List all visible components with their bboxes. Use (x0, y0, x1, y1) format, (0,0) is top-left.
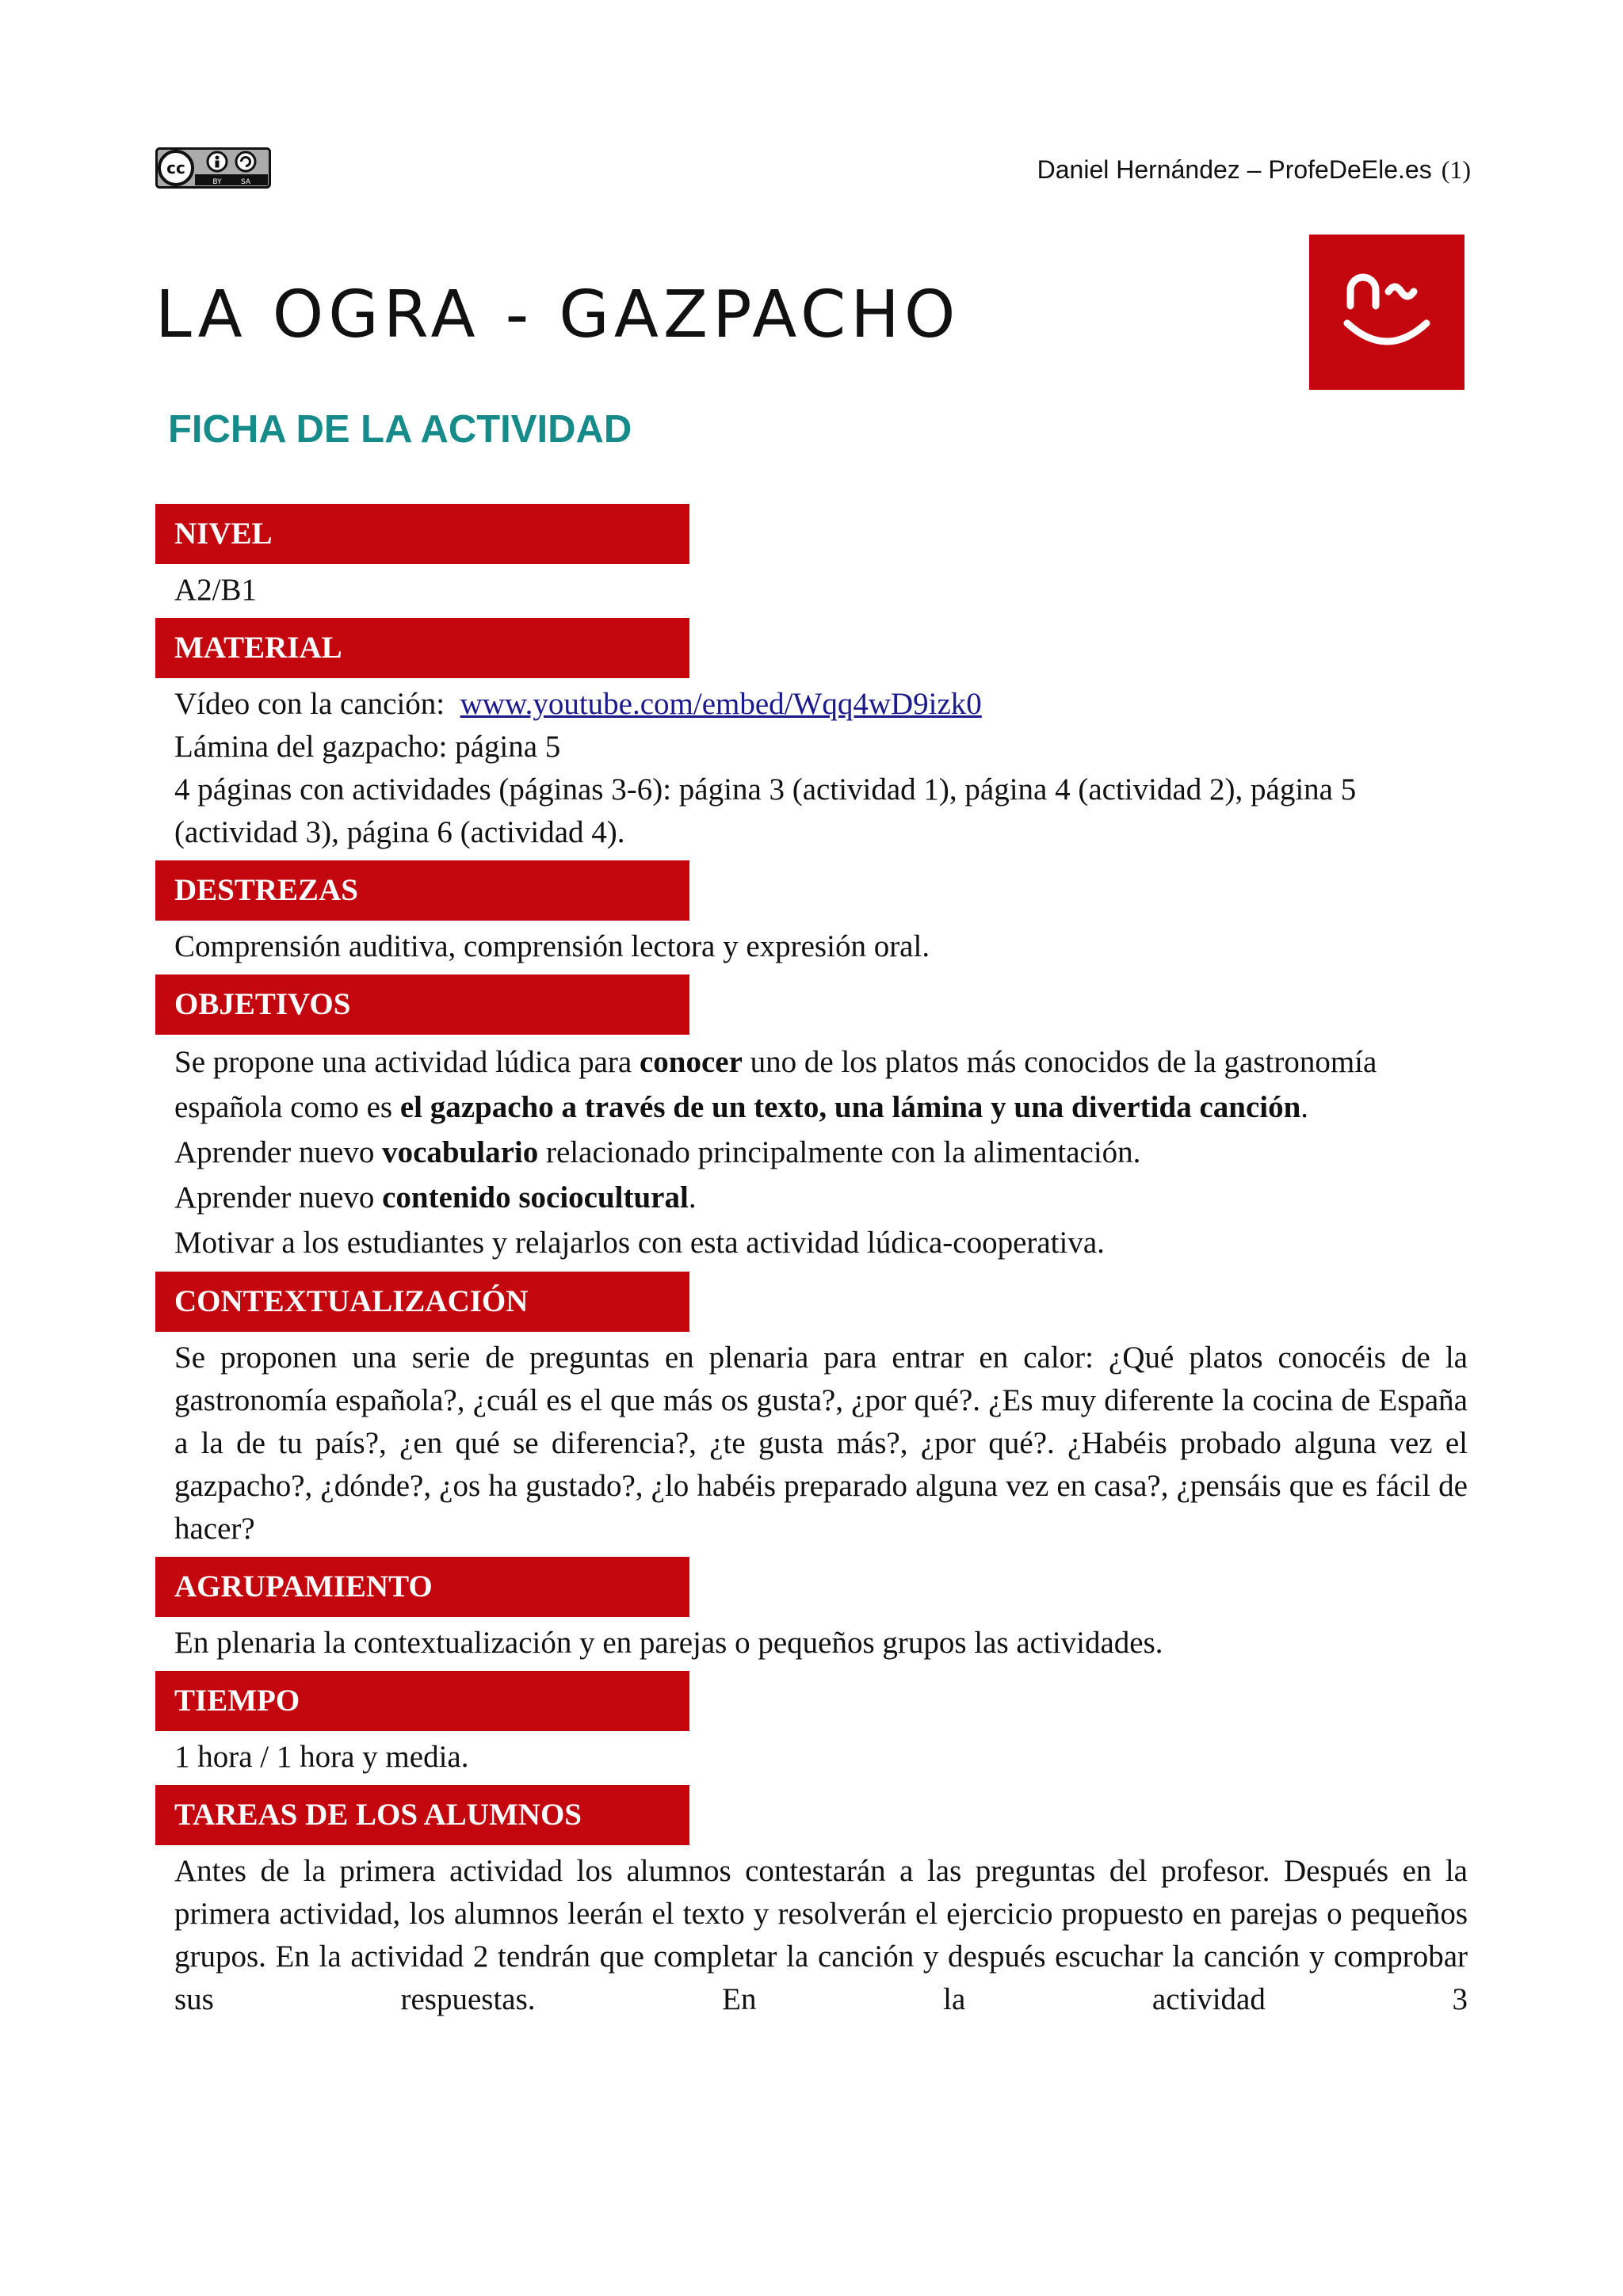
objetivos-paragraph-1 (174, 1039, 1468, 1130)
activity-sections (155, 504, 1468, 2027)
cc-by-sa-license-badge (155, 147, 271, 189)
objetivos-p2-bold: vocabulario (382, 1135, 539, 1169)
svg-text:SA: SA (240, 178, 251, 186)
objetivos-paragraph-2 (174, 1130, 1468, 1175)
section-heading-tareas: TAREAS DE LOS ALUMNOS (155, 1785, 689, 1845)
section-body-tiempo (155, 1731, 1468, 1785)
section-heading-tiempo: TIEMPO (155, 1671, 689, 1731)
objetivos-p3-text-a: Aprender nuevo (174, 1180, 383, 1215)
objetivos-p1-text-a: Se propone una actividad lúdica para (174, 1045, 640, 1079)
section-heading-objetivos: OBJETIVOS (155, 974, 689, 1035)
objetivos-p3-bold: contenido sociocultural (382, 1180, 689, 1215)
header-credit (1037, 155, 1471, 185)
section-heading-destrezas: DESTREZAS (155, 860, 689, 921)
section-body-tareas (155, 1845, 1468, 2027)
section-heading-material: MATERIAL (155, 618, 689, 678)
section-body-destrezas (155, 921, 1468, 974)
svg-text:cc: cc (166, 158, 185, 177)
section-body-agrupamiento (155, 1617, 1468, 1671)
section-body-material (155, 678, 1468, 860)
objetivos-p1-bold-b: el gazpacho a través de un texto, una lámina y una divertida canción (399, 1090, 1301, 1124)
page-number: (1) (1441, 155, 1471, 184)
objetivos-p1-text-b: uno de los platos más conocidos de la gastronomía española como es (174, 1045, 1377, 1124)
objetivos-p2-text-b: relacionado principalmente con la alimentación. (538, 1135, 1141, 1169)
material-video-line (174, 683, 1468, 726)
page-title: LA OGRA - GAZPACHO (155, 277, 960, 353)
section-body-nivel (155, 564, 1468, 618)
section-body-contextualizacion (155, 1332, 1468, 1557)
activity-sheet-subtitle: FICHA DE LA ACTIVIDAD (168, 408, 632, 451)
profedeele-logo (1309, 235, 1465, 390)
nivel-value: A2/B1 (174, 573, 258, 607)
material-line-lamina: Lámina del gazpacho: página 5 (174, 730, 561, 764)
material-line-paginas: 4 páginas con actividades (páginas 3-6): página 3 (actividad 1), página 4 (actividad 2), página 5 (actividad 3), página 6 (actividad 4). (174, 772, 1357, 849)
destrezas-text: Comprensión auditiva, comprensión lectora y expresión oral. (174, 929, 930, 963)
objetivos-p3-text-b: . (688, 1180, 697, 1215)
tareas-text: Antes de la primera actividad los alumnos contestarán a las preguntas del profesor. Después en la primera actividad, los alumnos leerán el texto y resolverán el ejercicio propuesto en parejas o pequeños grupos. En la actividad 2 tendrán que completar la canción y después escuchar la canción y comprobar sus respuestas. En la actividad 3 (174, 1854, 1468, 2016)
author-site: Daniel Hernández – ProfeDeEle.es (1037, 155, 1432, 184)
objetivos-p2-text-a: Aprender nuevo (174, 1135, 383, 1169)
objetivos-p1-bold-a: conocer (639, 1045, 743, 1079)
section-heading-contextualizacion: CONTEXTUALIZACIÓN (155, 1272, 689, 1332)
section-heading-nivel: NIVEL (155, 504, 689, 564)
video-link[interactable]: www.youtube.com/embed/Wqq4wD9izk0 (460, 687, 982, 721)
section-body-objetivos (155, 1035, 1468, 1272)
svg-text:BY: BY (212, 178, 222, 186)
agrupamiento-text: En plenaria la contextualización y en parejas o pequeños grupos las actividades. (174, 1626, 1163, 1660)
tiempo-text: 1 hora / 1 hora y media. (174, 1740, 469, 1774)
contextualizacion-text: Se proponen una serie de preguntas en plenaria para entrar en calor: ¿Qué platos conocéis de la gastronomía española?, ¿cuál es el que más os gusta?, ¿por qué?. ¿Es muy diferente la cocina de España a la de tu país?, ¿en qué se diferencia?, ¿te gusta más?, ¿por qué?. ¿Habéis probado alguna vez el gazpacho?, ¿dónde?, ¿os ha gustado?, ¿lo habéis preparado alguna vez en casa?, ¿pensáis que es fácil de hacer? (174, 1341, 1468, 1546)
objetivos-paragraph-4: Motivar a los estudiantes y relajarlos con esta actividad lúdica-cooperativa. (174, 1226, 1105, 1260)
objetivos-p1-text-c: . (1300, 1090, 1309, 1124)
video-label: Vídeo con la canción: (174, 687, 445, 721)
section-heading-agrupamiento: AGRUPAMIENTO (155, 1557, 689, 1617)
objetivos-paragraph-3 (174, 1175, 1468, 1220)
